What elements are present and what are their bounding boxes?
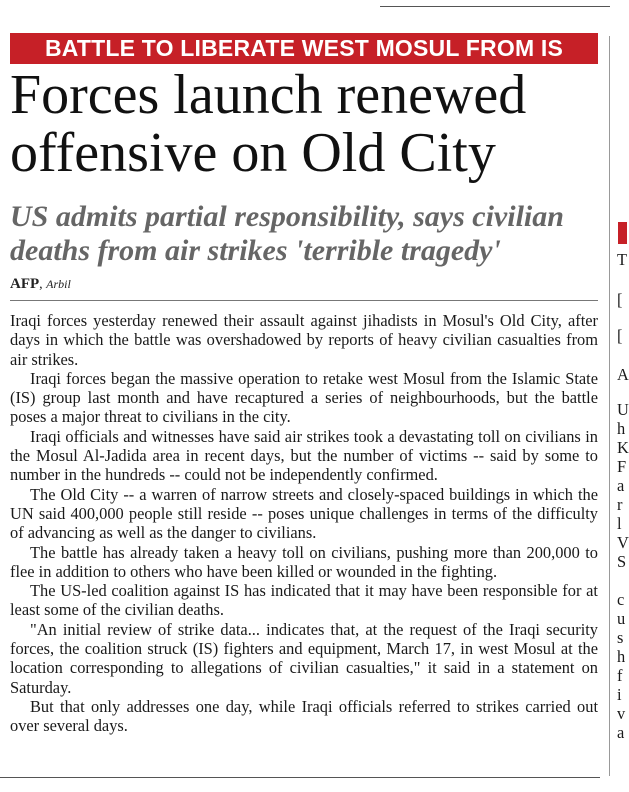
adjacent-letter: s: [617, 628, 624, 647]
article-paragraph: But that only addresses one day, while Iraqi officials referred to strikes carried out over several days.: [10, 696, 598, 736]
adjacent-letter: U: [617, 400, 629, 419]
adjacent-letter: h: [617, 647, 626, 666]
adjacent-letter: K: [617, 438, 629, 457]
adjacent-letter: r: [617, 495, 623, 514]
article-paragraph: Iraqi forces yesterday renewed their assault against jihadists in Mosul's Old City, after days in which the battle was overshadowed by reports of heavy civilian casualties from air strikes.: [10, 311, 598, 369]
adjacent-letter: h: [617, 419, 626, 438]
bottom-rule: [0, 777, 600, 778]
article-body: [10, 311, 598, 736]
adjacent-article-edge: [614, 210, 629, 780]
top-rule: [380, 6, 610, 7]
byline-rule: [10, 300, 598, 301]
byline-agency: AFP: [10, 276, 40, 292]
article-paragraph: The Old City -- a warren of narrow streets and closely-spaced buildings in which the UN said 400,000 people still reside -- poses unique challenges in terms of the difficulty of advancing as well as the danger to civilians.: [10, 484, 598, 543]
adjacent-letter: a: [617, 476, 625, 495]
subheadline: US admits partial responsibility, says civilian deaths from air strikes 'terrible tragedy': [10, 200, 564, 267]
headline: Forces launch renewed offensive on Old City: [10, 64, 527, 184]
byline-location: Arbil: [46, 277, 71, 291]
article-paragraph: Iraqi officials and witnesses have said air strikes took a devastating toll on civilians in the Mosul Al-Jadida area in recent days, but the number of victims -- said by some to number in the hundreds -- could not be independently confirmed.: [10, 426, 598, 485]
article-paragraph: "An initial review of strike data... indicates that, at the request of the Iraqi security forces, the coalition struck (IS) fighters and equipment, March 17, in west Mosul at the location corresponding to allegations of civilian casualties," it said in a statement on Saturday.: [10, 619, 598, 697]
adjacent-letter: l: [617, 514, 622, 533]
article-paragraph: The battle has already taken a heavy toll on civilians, pushing more than 200,000 to flee in addition to others who have been killed or wounded in the fighting.: [10, 542, 598, 581]
article-paragraph: The US-led coalition against IS has indicated that it may have been responsible for at least some of the civilian deaths.: [10, 581, 598, 620]
adjacent-letter: c: [617, 590, 625, 609]
article-paragraph: Iraqi forces began the massive operation to retake west Mosul from the Islamic State (IS) group last month and have recaptured a series of neighbourhoods, but the battle poses a major threat to civilians in the city.: [10, 368, 598, 427]
adjacent-letter: v: [617, 704, 626, 723]
adjacent-letter: A: [617, 365, 629, 384]
adjacent-letter: u: [617, 609, 626, 628]
adjacent-letter: S: [617, 552, 627, 571]
adjacent-letter: i: [617, 685, 622, 704]
adjacent-letter: T: [617, 250, 628, 269]
adjacent-letter: V: [617, 533, 629, 552]
byline: [10, 276, 71, 293]
adjacent-letter: a: [617, 723, 625, 742]
adjacent-letter: f: [617, 666, 623, 685]
byline-separator: ,: [39, 277, 47, 292]
adjacent-letter: [: [617, 326, 623, 345]
adjacent-letter: F: [617, 457, 627, 476]
section-kicker: BATTLE TO LIBERATE WEST MOSUL FROM IS: [10, 33, 598, 64]
adjacent-kicker-mark: [618, 222, 627, 244]
adjacent-letter: [: [617, 290, 623, 309]
